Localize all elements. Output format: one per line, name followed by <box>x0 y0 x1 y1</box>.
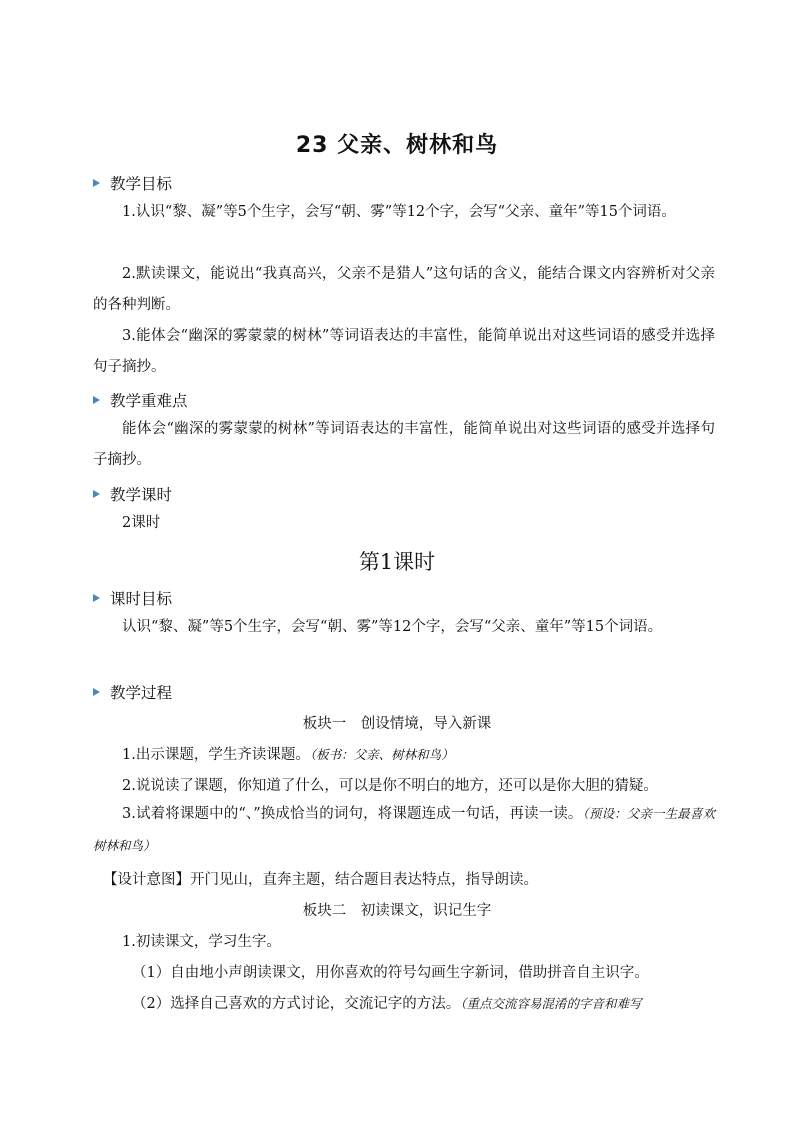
goal-item-1: 1.认识“黎、凝”等5个生字，会写“朝、雾”等12个字，会写“父亲、童年”等15个词语。 <box>122 204 676 220</box>
block-2-step-1: 1.初读课文，学习生字。 <box>122 934 281 950</box>
hours-text: 2课时 <box>122 515 161 531</box>
design-intent-label: 【设计意图】 <box>103 872 190 888</box>
design-intent: 【设计意图】开门见山，直奔主题，结合题目表达特点，指导朗读。 <box>103 872 538 888</box>
heading-lesson-goals <box>93 587 172 609</box>
block-2-sub-2: （2）选择自己喜欢的方式讨论，交流记字的方法。（重点交流容易混淆的字音和难写 <box>132 996 642 1012</box>
heading-label: 教学目标 <box>110 175 173 193</box>
heading-teaching-process <box>93 681 172 703</box>
block-1-step-1: 1.出示课题，学生齐读课题。（板书：父亲、树林和鸟） <box>122 747 454 763</box>
triangle-bullet-icon <box>93 594 100 602</box>
block-1-step-2: 2.说说读了课题，你知道了什么，可以是你不明白的地方，还可以是你大胆的猜疑。 <box>122 778 658 794</box>
lesson-title: 第1课时 <box>358 550 436 574</box>
triangle-bullet-icon <box>93 688 100 696</box>
block-2-title: 板块二 初读课文，识记生字 <box>302 903 492 919</box>
triangle-bullet-icon <box>93 179 100 187</box>
heading-label: 教学过程 <box>110 684 173 702</box>
lesson-goal-text: 认识“黎、凝”等5个生字，会写“朝、雾”等12个字，会写“父亲、童年”等15个词语。 <box>122 619 663 635</box>
blackboard-note: （板书：父亲、树林和鸟） <box>309 747 454 762</box>
preset-note: （预设：父亲一生最喜欢树林和鸟） <box>93 806 715 853</box>
block-1-title: 板块一 创设情境，导入新课 <box>302 716 492 732</box>
heading-teaching-goals <box>93 172 172 194</box>
heading-teaching-hours <box>93 483 172 505</box>
key-points-text: 能体会“幽深的雾蒙蒙的树林”等词语表达的丰富性，能简单说出对这些词语的感受并选择句子摘抄。 <box>93 421 715 468</box>
heading-label: 课时目标 <box>110 590 173 608</box>
key-exchange-note: （重点交流容易混淆的字音和难写 <box>460 996 642 1011</box>
triangle-bullet-icon <box>93 396 100 404</box>
goal-item-2: 2.默读课文，能说出“我真高兴，父亲不是猎人”这句话的含义，能结合课文内容辨析对父亲的各种判断。 <box>93 266 715 313</box>
triangle-bullet-icon <box>93 490 100 498</box>
heading-label: 教学课时 <box>110 486 173 504</box>
heading-key-points <box>93 389 188 411</box>
heading-label: 教学重难点 <box>110 392 188 410</box>
goal-item-3: 3.能体会“幽深的雾蒙蒙的树林”等词语表达的丰富性，能简单说出对这些词语的感受并选择句子摘抄。 <box>93 328 715 375</box>
block-1-step-3: 3.试着将课题中的“、”换成恰当的词句，将课题连成一句话，再读一读。（预设：父亲一生最喜欢树林和鸟） <box>93 806 715 853</box>
block-2-sub-1: （1）自由地小声朗读课文，用你喜欢的符号勾画生字新词，借助拼音自主识字。 <box>132 965 649 981</box>
page-title: 23 父亲、树林和鸟 <box>295 133 499 158</box>
